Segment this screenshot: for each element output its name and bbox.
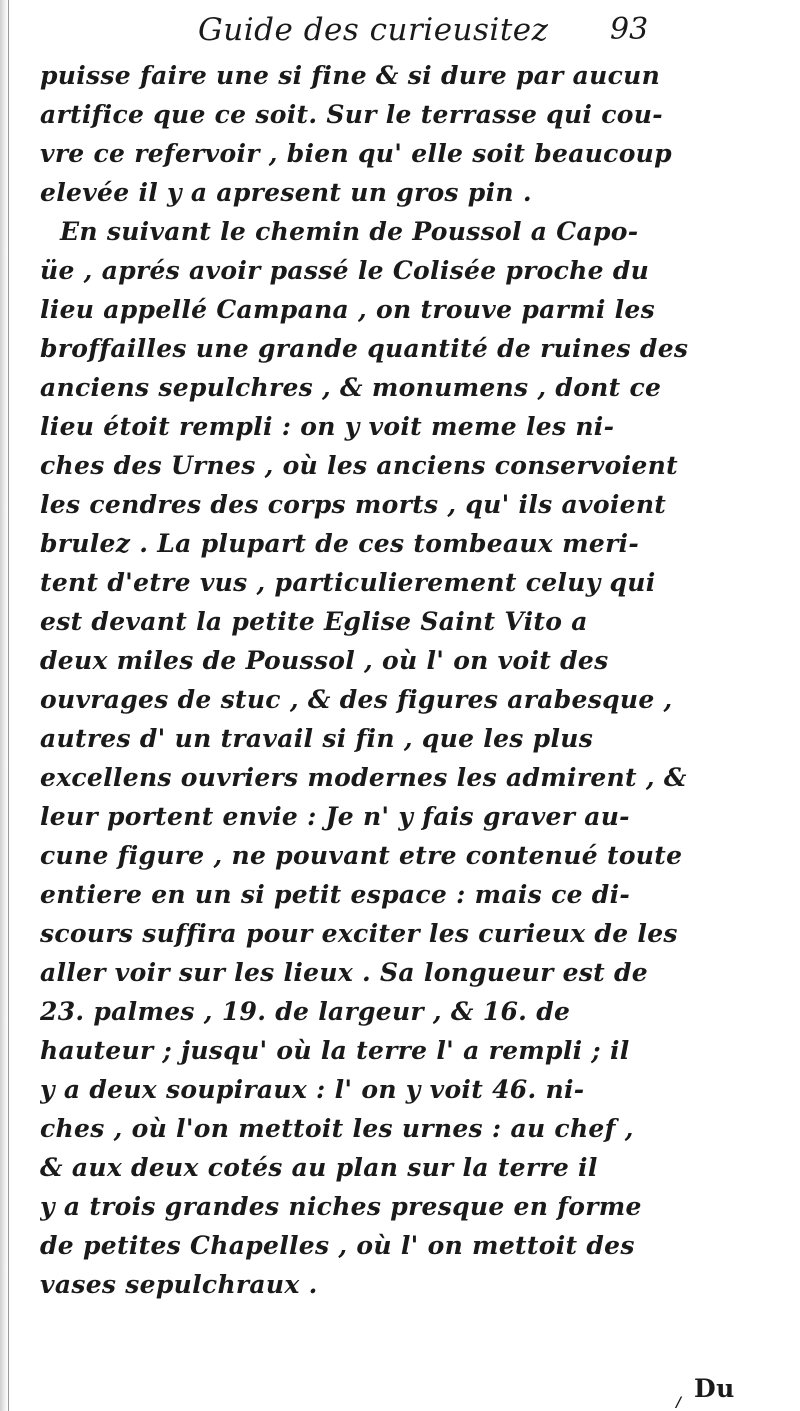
text-line: lieu appellé Campana , on trouve parmi les [40, 295, 656, 324]
text-line: ches des Urnes , où les anciens conservoient [40, 451, 678, 480]
text-line: anciens sepulchres , & monumens , dont ce [40, 373, 662, 402]
text-line: y a trois grandes niches presque en forme [40, 1192, 642, 1221]
running-head: Guide des curieusitez [198, 12, 549, 48]
text-line: & aux deux cotés au plan sur la terre il [40, 1153, 598, 1182]
page-number: 93 [610, 12, 649, 47]
text-line: leur portent envie : Je n' y fais graver au- [40, 802, 630, 831]
text-line: ches , où l'on mettoit les urnes : au chef , [40, 1114, 634, 1143]
body-text [40, 56, 780, 1304]
text-line: est devant la petite Eglise Saint Vito a [40, 607, 588, 636]
text-line: ouvrages de stuc , & des figures arabesque , [40, 685, 673, 714]
text-line: scours suffira pour exciter les curieux de les [40, 919, 678, 948]
text-line: lieu étoit rempli : on y voit meme les ni- [40, 412, 615, 441]
catchword: Du [694, 1374, 735, 1403]
text-line: excellens ouvriers modernes les admirent , & [40, 763, 687, 792]
page-binding-line [8, 0, 9, 1411]
text-line: elevée il y a apresent un gros pin . [40, 178, 532, 207]
text-line: tent d'etre vus , particulierement celuy qui [40, 568, 656, 597]
text-line: cune figure , ne pouvant etre contenué toute [40, 841, 683, 870]
text-line: deux miles de Poussol , où l' on voit des [40, 646, 609, 675]
text-line: entiere en un si petit espace : mais ce di- [40, 880, 631, 909]
text-line: aller voir sur les lieux . Sa longueur est de [40, 958, 648, 987]
text-line: de petites Chapelles , où l' on mettoit des [40, 1231, 635, 1260]
text-line: puisse faire une si fine & si dure par aucun [40, 61, 661, 90]
page-binding-edge [0, 0, 8, 1411]
text-line: hauteur ; jusqu' où la terre l' a rempli ; il [40, 1036, 630, 1065]
text-line: y a deux soupiraux : l' on y voit 46. ni- [40, 1075, 585, 1104]
text-line: vases sepulchraux . [40, 1270, 318, 1299]
text-line: 23. palmes , 19. de largeur , & 16. de [40, 997, 571, 1026]
text-line: vre ce refervoir , bien qu' elle soit beaucoup [40, 139, 672, 168]
text-line: broffailles une grande quantité de ruines des [40, 334, 689, 363]
text-line: artifice que ce soit. Sur le terrasse qui cou- [40, 100, 663, 129]
text-line: En suivant le chemin de Poussol a Capo- [60, 217, 639, 246]
text-line: üe , aprés avoir passé le Colisée proche du [40, 256, 650, 285]
text-line: les cendres des corps morts , qu' ils avoient [40, 490, 667, 519]
text-line: brulez . La plupart de ces tombeaux meri- [40, 529, 640, 558]
page-header [0, 12, 800, 52]
stray-mark: / [676, 1395, 682, 1411]
text-line: autres d' un travail si fin , que les plus [40, 724, 594, 753]
